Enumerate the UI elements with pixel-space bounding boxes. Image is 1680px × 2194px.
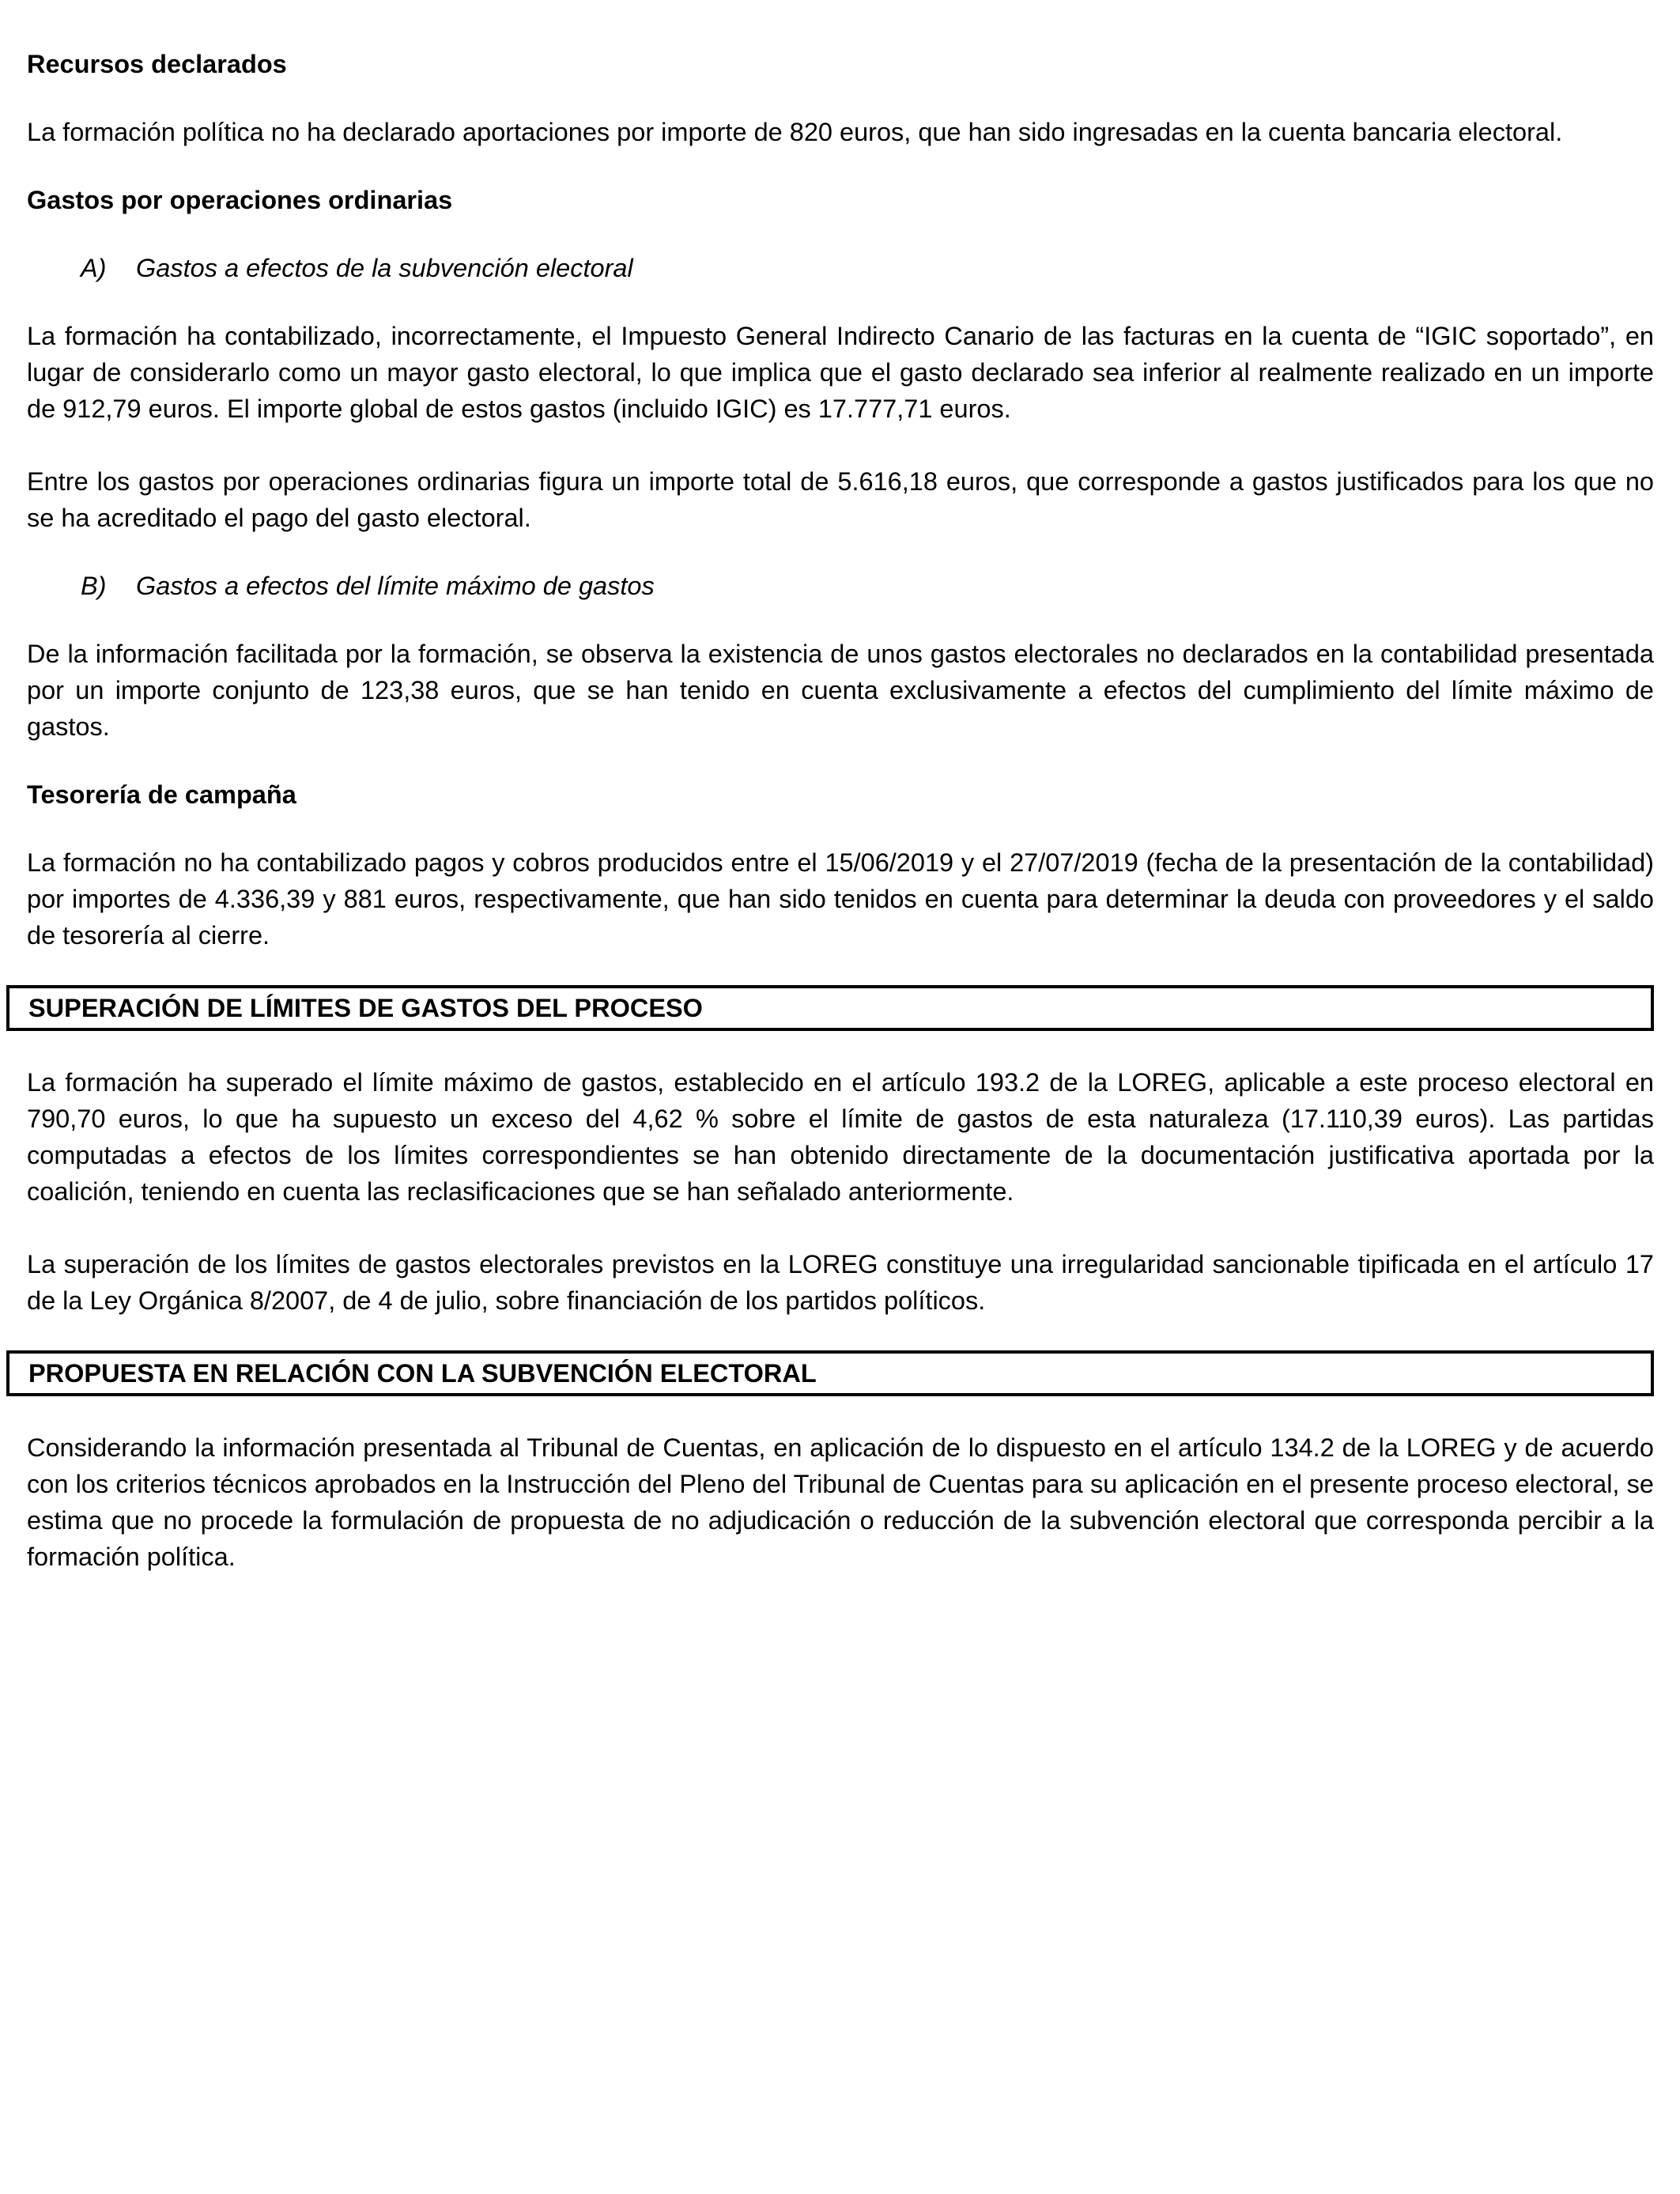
heading-recursos-declarados: Recursos declarados xyxy=(27,50,287,78)
section-box-propuesta-subvencion xyxy=(6,1350,1654,1396)
subheading-gastos-subvencion xyxy=(27,250,1654,286)
paragraph-gastos-justificados: Entre los gastos por operaciones ordinarias figura un importe total de 5.616,18 euros, que corresponde a gastos justificados para los que no se ha acreditado el pago del gasto electoral. xyxy=(27,467,1654,532)
subheading-gastos-limite xyxy=(27,568,1654,604)
subheading-letter-a: A) xyxy=(81,254,107,282)
paragraph-propuesta: Considerando la información presentada al Tribunal de Cuentas, en aplicación de lo dispuesto en el artículo 134.2 de la LOREG y de acuerdo con los criterios técnicos aprobados en la Instrucción del Pleno del Tribunal de Cuentas para su aplicación en el presente proceso electoral, se estima que no procede la formulación de propuesta de no adjudicación o reducción de la subvención electoral que corresponda percibir a la formación política. xyxy=(27,1433,1654,1571)
subheading-title-b: Gastos a efectos del límite máximo de gastos xyxy=(136,572,655,600)
paragraph-superacion-2: La superación de los límites de gastos electorales previstos en la LOREG constituye una irregularidad sancionable tipificada en el artículo 17 de la Ley Orgánica 8/2007, de 4 de julio, sobre financiación de los partidos políticos. xyxy=(27,1250,1654,1315)
paragraph-tesoreria: La formación no ha contabilizado pagos y cobros producidos entre el 15/06/2019 y el 27/07/2019 (fecha de la presentación de la contabilidad) por importes de 4.336,39 y 881 euros, respectivamente, que han sido tenidos en cuenta para determinar la deuda con proveedores y el saldo de tesorería al cierre. xyxy=(27,848,1654,950)
paragraph-superacion-1: La formación ha superado el límite máximo de gastos, establecido en el artículo 193.2 de la LOREG, aplicable a este proceso electoral en 790,70 euros, lo que ha supuesto un exceso del 4,62 % sobre el límite de gastos de esta naturaleza (17.110,39 euros). Las partidas computadas a efectos de los límites correspondientes se han obtenido directamente de la documentación justificativa aportada por la coalición, teniendo en cuenta las reclasificaciones que se han señalado anteriormente. xyxy=(27,1068,1654,1206)
document-page xyxy=(27,46,1654,1607)
paragraph-igic: La formación ha contabilizado, incorrectamente, el Impuesto General Indirecto Canario de las facturas en la cuenta de “IGIC soportado”, en lugar de considerarlo como un mayor gasto electoral, lo que implica que el gasto declarado sea inferior al realmente realizado en un importe de 912,79 euros. El importe global de estos gastos (incluido IGIC) es 17.777,71 euros. xyxy=(27,322,1654,423)
heading-tesoreria-campana: Tesorería de campaña xyxy=(27,780,296,809)
subheading-title-a: Gastos a efectos de la subvención electoral xyxy=(136,254,633,282)
paragraph-gastos-no-declarados: De la información facilitada por la formación, se observa la existencia de unos gastos electorales no declarados en la contabilidad presentada por un importe conjunto de 123,38 euros, que se han tenido en cuenta exclusivamente a efectos del cumplimiento del límite máximo de gastos. xyxy=(27,640,1654,741)
heading-gastos-operaciones-ordinarias: Gastos por operaciones ordinarias xyxy=(27,186,453,214)
section-title-propuesta-subvencion: PROPUESTA EN RELACIÓN CON LA SUBVENCIÓN ELECTORAL xyxy=(28,1359,817,1388)
paragraph-recursos-declarados: La formación política no ha declarado aportaciones por importe de 820 euros, que han sido ingresadas en la cuenta bancaria electoral. xyxy=(27,118,1563,146)
section-title-superacion-limites: SUPERACIÓN DE LÍMITES DE GASTOS DEL PROCESO xyxy=(28,994,703,1022)
subheading-letter-b: B) xyxy=(81,572,107,600)
section-box-superacion-limites xyxy=(6,985,1654,1031)
